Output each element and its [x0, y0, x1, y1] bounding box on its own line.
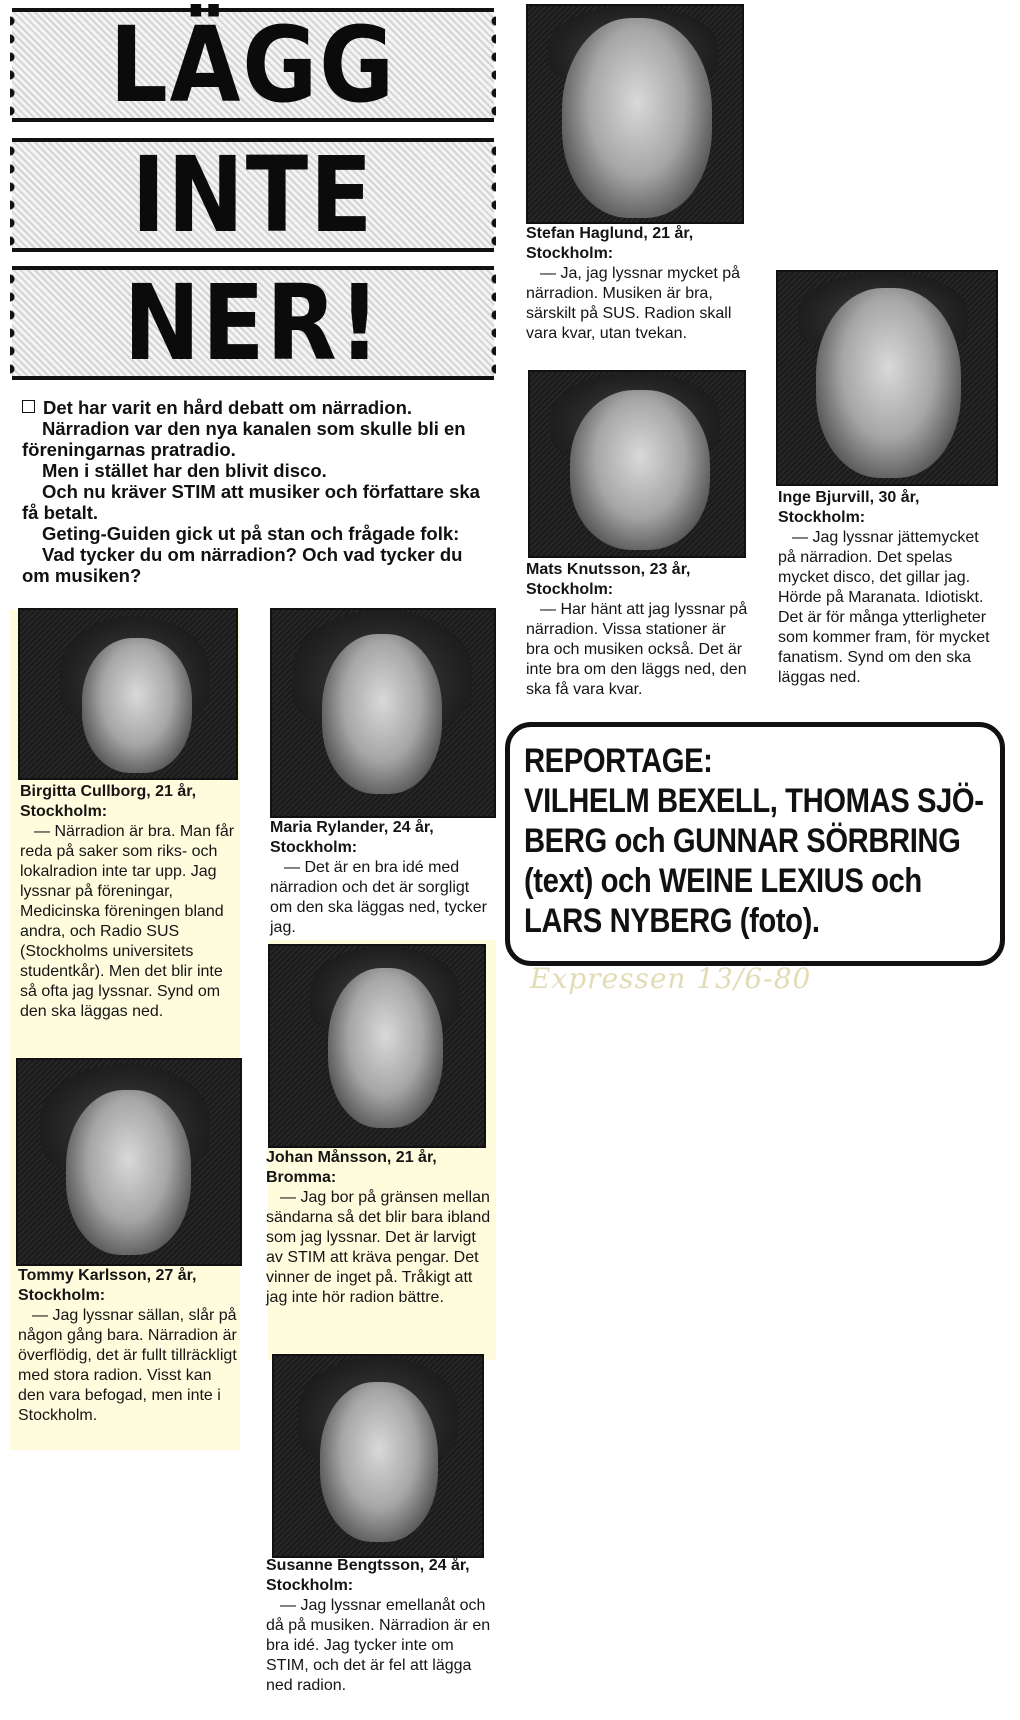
person-name: Inge Bjurvill, 30 år, Stockholm: [778, 489, 920, 526]
person-name: Stefan Haglund, 21 år, Stockholm: [526, 225, 694, 262]
portrait-photo-mats [528, 370, 746, 558]
portrait-photo-maria [270, 608, 496, 818]
headline-word-3: NER! [123, 262, 383, 384]
person-quote: — Jag bor på gränsen mellan sändarna så det blir bara ibland som jag lyssnar. Det är larvigt av STIM att kräva pengar. Det vinner de inget på. Tråkigt att jag inte hör radion bättre. [266, 1189, 491, 1306]
headline-banner-1 [12, 4, 494, 126]
caption-tommy [18, 1266, 240, 1426]
person-quote: — Har hänt att jag lyssnar på närradion. Vissa stationer är bra och musiken också. Det är inte bra om den läggs ned, den ska få vara kvar. [526, 601, 748, 698]
reportage-line: (text) och WEINE LEXIUS och [524, 862, 922, 900]
person-quote: — Jag lyssnar sällan, slår på någon gång bara. Närradion är överflödig, det är fullt tillräckligt med stora radion. Visst kan den vara befogad, men inte i Stockholm. [18, 1307, 237, 1424]
portrait-photo-birgitta [18, 608, 238, 780]
person-name: Johan Månsson, 21 år, Bromma: [266, 1149, 437, 1186]
caption-birgitta [20, 782, 242, 1022]
reportage-line: LARS NYBERG (foto). [524, 902, 820, 940]
person-name: Tommy Karlsson, 27 år, Stockholm: [18, 1267, 197, 1304]
person-name: Birgitta Cullborg, 21 år, Stockholm: [20, 783, 197, 820]
person-quote: — Ja, jag lyssnar mycket på närradion. Musiken är bra, särskilt på SUS. Radion skall vara kvar, utan tvekan. [526, 265, 741, 342]
intro-text: Det har varit en hård debatt om närradion. Närradion var den nya kanalen som skulle bli en föreningarnas pratradio. Men i stället har den blivit disco. Och nu kräver STIM att musiker och författare ska få betalt. Geting-Guiden gick ut på stan och frågade folk: Vad tycker du om närradion? Och vad tycker du om musiken? [22, 397, 480, 586]
portrait-photo-johan [268, 944, 486, 1148]
portrait-photo-inge [776, 270, 998, 486]
portrait-photo-susanne [272, 1354, 484, 1558]
reportage-line: BERG och GUNNAR SÖRBRING [524, 822, 961, 860]
caption-johan [266, 1148, 492, 1308]
person-quote: — Det är en bra idé med närradion och det är sorgligt om den ska läggas ned, tycker jag. [270, 859, 488, 936]
reportage-line: VILHELM BEXELL, THOMAS SJÖ- [524, 782, 984, 820]
caption-inge [778, 488, 1000, 688]
caption-susanne [266, 1556, 492, 1696]
headline-word-2: INTE [131, 134, 375, 256]
person-quote: — Närradion är bra. Man får reda på saker som riks- och lokalradion inte tar upp. Jag lyssnar på föreningar, Medicinska föreningen bland andra, och Radio SUS (Stockholms universitets studentkår). Men det blir inte så ofta jag lyssnar. Synd om den ska läggas ned. [20, 823, 235, 1020]
portrait-photo-tommy [16, 1058, 242, 1266]
caption-stefan [526, 224, 748, 344]
portrait-photo-stefan [526, 4, 744, 224]
person-name: Mats Knutsson, 23 år, Stockholm: [526, 561, 691, 598]
headline-word-1: LÄGG [109, 4, 397, 126]
caption-maria [270, 818, 492, 938]
reportage-credit-box [505, 722, 1005, 966]
person-quote: — Jag lyssnar jättemycket på närradion. Det spelas mycket disco, det gillar jag. Hörde på Maranata. Idiotiskt. Det är för många ytterligheter som kommer fram, för mycket fanatism. Synd om den ska läggas ned. [778, 529, 990, 686]
headline-banner-3 [12, 262, 494, 384]
person-name: Susanne Bengtsson, 24 år, Stockholm: [266, 1557, 470, 1594]
handwritten-date-note: Expressen 13/6-80 [530, 962, 812, 995]
reportage-line: REPORTAGE: [524, 742, 713, 780]
caption-mats [526, 560, 748, 700]
person-quote: — Jag lyssnar emellanåt och då på musiken. Närradion är en bra idé. Jag tycker inte om STIM, och det är fel att lägga ned radion. [266, 1597, 491, 1694]
headline-banner-2 [12, 134, 494, 256]
bullet-box-icon [22, 400, 35, 413]
person-name: Maria Rylander, 24 år, Stockholm: [270, 819, 434, 856]
